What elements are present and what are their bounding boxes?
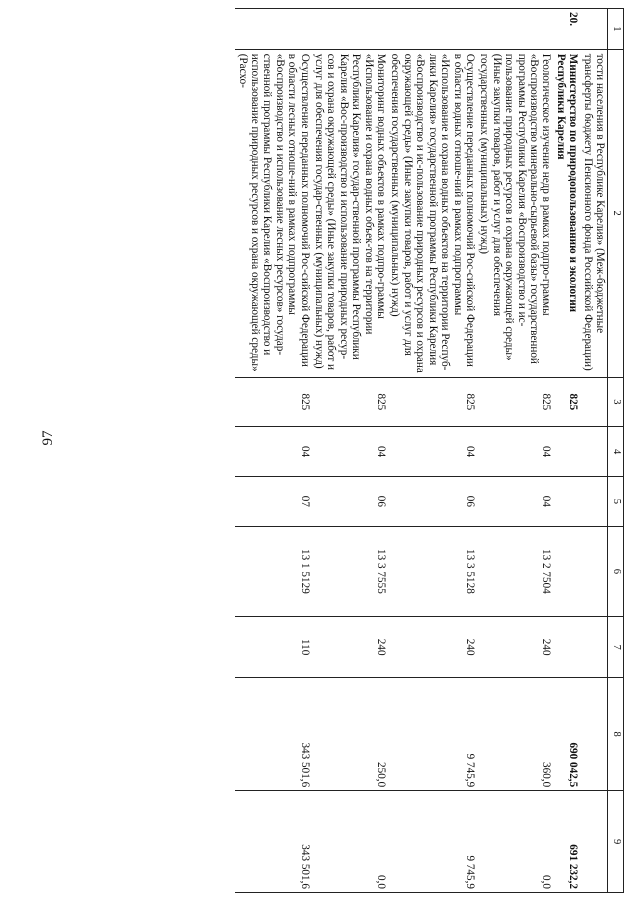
cell-expense-type: 240 (477, 617, 553, 678)
cell-section: 04 (477, 427, 553, 477)
cell-ministry-code: 825 (235, 377, 311, 427)
cell-subsection (553, 476, 580, 526)
cell-amount-2: 0,0 (312, 791, 388, 893)
cell-section: 04 (388, 427, 477, 477)
budget-table-container (56, 8, 624, 893)
column-number-row (608, 9, 624, 893)
column-header: 1 (608, 9, 624, 50)
column-header: 7 (608, 617, 624, 678)
cell-amount-2 (580, 791, 607, 893)
row-description: Осуществление переданных полномочий Рос-сийской Федерации в области водных отноше-ний в рамках подпрограммы «Использование и охрана водных объектов на территории Респуб-лики Карелия» государственной программы Республики Карелия «Воспроизводство и ис-пользование природных ресурсов и охрана окружающей среды» (Иные закупки товаров, работ и услуг для обеспечения государственных (муниципальных) нужд) (388, 49, 477, 377)
cell-section (580, 427, 607, 477)
row-description: тости населения в Республике Карелия» (Меж-бюджетные трансферты бюджету Пенсионного фонда Российской Федерации) (580, 49, 607, 377)
page-number: 97 (40, 430, 56, 446)
row-description: Министерство по природопользованию и экологии Республики Карелия (553, 49, 580, 377)
cell-target-article: 13 3 7555 (312, 526, 388, 616)
cell-amount-1: 9 745,9 (388, 678, 477, 791)
cell-expense-type (553, 617, 580, 678)
column-header: 9 (608, 791, 624, 893)
cell-section: 04 (312, 427, 388, 477)
table-row (388, 9, 477, 893)
row-number (580, 9, 607, 50)
row-number (477, 9, 553, 50)
row-description: Мониторинг водных объектов в рамках подпро-граммы «Использование и охрана водных объек-тов на территории Республики Карелия» государ-ственной программы Республики Карелия «Вос-производство и использование природных ресур-сов и охрана окружающей среды» (Иные закупки товаров, работ и услуг для обеспечения государ-ственных (муниципальных) нужд) (312, 49, 388, 377)
column-header: 3 (608, 377, 624, 427)
cell-ministry-code: 825 (477, 377, 553, 427)
cell-ministry-code: 825 (388, 377, 477, 427)
cell-section: 04 (235, 427, 311, 477)
cell-amount-2: 343 501,6 (235, 791, 311, 893)
cell-ministry-code: 825 (312, 377, 388, 427)
cell-amount-1: 250,0 (312, 678, 388, 791)
cell-amount-1: 360,0 (477, 678, 553, 791)
cell-subsection: 06 (312, 476, 388, 526)
budget-table (235, 8, 624, 893)
cell-amount-1 (580, 678, 607, 791)
cell-expense-type: 110 (235, 617, 311, 678)
cell-expense-type: 240 (388, 617, 477, 678)
cell-amount-2: 9 745,9 (388, 791, 477, 893)
table-row (477, 9, 553, 893)
cell-expense-type: 240 (312, 617, 388, 678)
column-header: 2 (608, 49, 624, 377)
cell-target-article (553, 526, 580, 616)
cell-expense-type (580, 617, 607, 678)
column-header: 5 (608, 476, 624, 526)
cell-subsection: 04 (477, 476, 553, 526)
cell-amount-2: 691 232,2 (553, 791, 580, 893)
column-header: 6 (608, 526, 624, 616)
cell-amount-2: 0,0 (477, 791, 553, 893)
row-description: Осуществление переданных полномочий Рос-сийской Федерации в области лесных отноше-ний в рамках подпрограммы «Воспроизводство и использование лесных ресурсов» государ-ственной программы Республики Карелия «Воспроизводство и использование природных ресурсов и охрана окружающей среды» (Расхо- (235, 49, 311, 377)
cell-target-article: 13 2 7504 (477, 526, 553, 616)
row-description: Геологическое изучение недр в рамках подпро-граммы «Воспроизводство минерально-сырьевой базы» государственной программы Республики Карелия «Воспроизводство и ис-пользование природных ресурсов и охрана окружающей среды» (Иные закупки товаров, работ и услуг для обеспечения государственных (муниципальных) нужд) (477, 49, 553, 377)
column-header: 4 (608, 427, 624, 477)
cell-target-article: 13 3 5128 (388, 526, 477, 616)
cell-ministry-code: 825 (553, 377, 580, 427)
cell-subsection: 06 (388, 476, 477, 526)
row-number (388, 9, 477, 50)
cell-amount-1: 343 501,6 (235, 678, 311, 791)
table-row (553, 9, 580, 893)
row-number (312, 9, 388, 50)
table-row (312, 9, 388, 893)
row-number (235, 9, 311, 50)
cell-subsection: 07 (235, 476, 311, 526)
column-header: 8 (608, 678, 624, 791)
table-row (235, 9, 311, 893)
row-number: 20. (553, 9, 580, 50)
cell-amount-1: 690 042,5 (553, 678, 580, 791)
cell-target-article: 13 1 5129 (235, 526, 311, 616)
cell-ministry-code (580, 377, 607, 427)
table-row (580, 9, 607, 893)
cell-subsection (580, 476, 607, 526)
cell-section (553, 427, 580, 477)
cell-target-article (580, 526, 607, 616)
